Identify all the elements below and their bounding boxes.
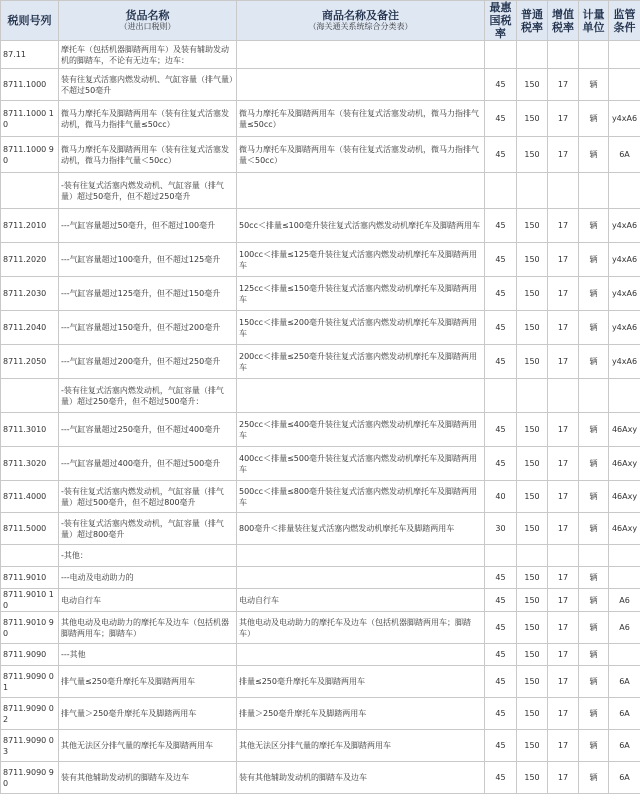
cell-desc: 其他无法区分排气量的摩托车及脚踏两用车 (237, 730, 485, 762)
cell-cond: y4xA6 (609, 243, 640, 277)
cell-code: 8711.1000 (1, 69, 59, 101)
cell-code: 8711.9090 02 (1, 698, 59, 730)
cell-cond: y4xA6 (609, 345, 640, 379)
cell-code: 87.11 (1, 41, 59, 69)
cell-desc: 排量≤250毫升摩托车及脚踏两用车 (237, 666, 485, 698)
cell-mfn: 45 (485, 137, 517, 173)
cell-desc: 500cc＜排量≤800毫升装往复式活塞内燃发动机摩托车及脚踏两用车 (237, 481, 485, 513)
cell-desc: 800毫升＜排量装往复式活塞内燃发动机摩托车及脚踏两用车 (237, 513, 485, 545)
cell-code: 8711.9010 10 (1, 589, 59, 612)
cell-general (517, 41, 548, 69)
cell-unit: 辆 (579, 311, 609, 345)
cell-unit: 辆 (579, 567, 609, 589)
cell-vat: 17 (548, 481, 579, 513)
table-row (1, 513, 640, 545)
cell-code (1, 545, 59, 567)
table-row (1, 481, 640, 513)
table-row (1, 413, 640, 447)
cell-general: 150 (517, 209, 548, 243)
cell-desc: 排量＞250毫升摩托车及脚踏两用车 (237, 698, 485, 730)
cell-mfn: 45 (485, 644, 517, 666)
cell-general: 150 (517, 612, 548, 644)
cell-cond (609, 545, 640, 567)
cell-cond: 6A (609, 698, 640, 730)
table-row (1, 698, 640, 730)
cell-cond: y4xA6 (609, 101, 640, 137)
cell-code: 8711.3020 (1, 447, 59, 481)
cell-mfn: 40 (485, 481, 517, 513)
cell-unit: 辆 (579, 762, 609, 794)
cell-name: ---气缸容量超过50毫升，但不超过100毫升 (59, 209, 237, 243)
header-mfn: 最惠国税率 (485, 1, 517, 41)
cell-mfn: 45 (485, 413, 517, 447)
cell-cond: 46Axy (609, 413, 640, 447)
header-cond: 监管条件 (609, 1, 640, 41)
cell-desc (237, 379, 485, 413)
cell-name: 其他无法区分排气量的摩托车及脚踏两用车 (59, 730, 237, 762)
cell-desc (237, 41, 485, 69)
cell-cond (609, 379, 640, 413)
cell-unit: 辆 (579, 345, 609, 379)
cell-name: ---气缸容量超过250毫升，但不超过400毫升 (59, 413, 237, 447)
cell-name: ---气缸容量超过100毫升，但不超过125毫升 (59, 243, 237, 277)
cell-code: 8711.9010 90 (1, 612, 59, 644)
cell-name: 电动自行车 (59, 589, 237, 612)
cell-mfn: 45 (485, 447, 517, 481)
cell-desc: 微马力摩托车及脚踏两用车（装有往复式活塞发动机，微马力指排气量≤50cc） (237, 101, 485, 137)
cell-general: 150 (517, 644, 548, 666)
cell-unit: 辆 (579, 209, 609, 243)
cell-general: 150 (517, 447, 548, 481)
cell-code (1, 379, 59, 413)
cell-vat (548, 545, 579, 567)
cell-desc (237, 173, 485, 209)
cell-unit (579, 173, 609, 209)
cell-code: 8711.2010 (1, 209, 59, 243)
cell-general: 150 (517, 345, 548, 379)
cell-name: 装有往复式活塞内燃发动机、气缸容量（排气量）不超过50毫升 (59, 69, 237, 101)
cell-name: -其他： (59, 545, 237, 567)
cell-mfn: 45 (485, 730, 517, 762)
cell-cond (609, 567, 640, 589)
cell-vat: 17 (548, 730, 579, 762)
cell-mfn: 45 (485, 612, 517, 644)
cell-vat: 17 (548, 612, 579, 644)
cell-mfn: 45 (485, 101, 517, 137)
cell-general: 150 (517, 513, 548, 545)
cell-unit: 辆 (579, 612, 609, 644)
cell-cond (609, 41, 640, 69)
cell-general: 150 (517, 730, 548, 762)
cell-unit: 辆 (579, 277, 609, 311)
cell-unit: 辆 (579, 698, 609, 730)
cell-name: 其他电动及电动助力的摩托车及边车（包括机器脚踏两用车；脚踏车） (59, 612, 237, 644)
header-row (1, 1, 640, 41)
cell-vat: 17 (548, 762, 579, 794)
cell-mfn: 45 (485, 209, 517, 243)
cell-desc: 125cc＜排量≤150毫升装往复式活塞内燃发动机摩托车及脚踏两用车 (237, 277, 485, 311)
cell-cond: 46Axy (609, 513, 640, 545)
cell-code (1, 173, 59, 209)
cell-mfn: 45 (485, 243, 517, 277)
cell-mfn: 45 (485, 762, 517, 794)
table-row (1, 101, 640, 137)
cell-cond: y4xA6 (609, 209, 640, 243)
table-body (1, 41, 640, 794)
header-name: 货品名称 （进出口税则） (59, 1, 237, 41)
cell-vat: 17 (548, 698, 579, 730)
table-row (1, 243, 640, 277)
cell-mfn: 45 (485, 277, 517, 311)
cell-mfn: 30 (485, 513, 517, 545)
cell-desc: 100cc＜排量≤125毫升装往复式活塞内燃发动机摩托车及脚踏两用车 (237, 243, 485, 277)
cell-general: 150 (517, 762, 548, 794)
cell-mfn: 45 (485, 666, 517, 698)
cell-desc: 电动自行车 (237, 589, 485, 612)
cell-vat (548, 379, 579, 413)
header-desc: 商品名称及备注 （海关通关系统综合分类表） (237, 1, 485, 41)
table-row (1, 345, 640, 379)
cell-code: 8711.9010 (1, 567, 59, 589)
cell-code: 8711.9090 90 (1, 762, 59, 794)
cell-vat (548, 41, 579, 69)
cell-name: ---气缸容量超过150毫升，但不超过200毫升 (59, 311, 237, 345)
table-row (1, 311, 640, 345)
cell-general: 150 (517, 481, 548, 513)
cell-name: ---电动及电动助力的 (59, 567, 237, 589)
cell-mfn: 45 (485, 345, 517, 379)
cell-general: 150 (517, 666, 548, 698)
cell-name: 微马力摩托车及脚踏两用车（装有往复式活塞发动机，微马力指排气量≤50cc） (59, 101, 237, 137)
cell-cond: 6A (609, 730, 640, 762)
table-row (1, 612, 640, 644)
table-row (1, 209, 640, 243)
cell-name: 微马力摩托车及脚踏两用车（装有往复式活塞发动机，微马力指排气量＜50cc） (59, 137, 237, 173)
cell-cond: A6 (609, 589, 640, 612)
table-row (1, 41, 640, 69)
cell-desc: 装有其他辅助发动机的脚踏车及边车 (237, 762, 485, 794)
cell-cond (609, 173, 640, 209)
cell-unit: 辆 (579, 69, 609, 101)
cell-unit: 辆 (579, 243, 609, 277)
header-code: 税则号列 (1, 1, 59, 41)
cell-vat: 17 (548, 447, 579, 481)
cell-desc: 200cc＜排量≤250毫升装往复式活塞内燃发动机摩托车及脚踏两用车 (237, 345, 485, 379)
cell-code: 8711.2050 (1, 345, 59, 379)
cell-name: -装有往复式活塞内燃发动机，气缸容量（排气量）超过500毫升，但不超过800毫升 (59, 481, 237, 513)
cell-vat: 17 (548, 243, 579, 277)
cell-cond: y4xA6 (609, 311, 640, 345)
cell-name: -装有往复式活塞内燃发动机、气缸容量（排气量）超过50毫升，但不超过250毫升 (59, 173, 237, 209)
cell-unit (579, 41, 609, 69)
cell-code: 8711.2030 (1, 277, 59, 311)
cell-name: 排气量≤250毫升摩托车及脚踏两用车 (59, 666, 237, 698)
cell-general: 150 (517, 413, 548, 447)
cell-vat (548, 173, 579, 209)
table-row (1, 567, 640, 589)
cell-desc: 150cc＜排量≤200毫升装往复式活塞内燃发动机摩托车及脚踏两用车 (237, 311, 485, 345)
cell-general: 150 (517, 69, 548, 101)
cell-name: ---气缸容量超过125毫升，但不超过150毫升 (59, 277, 237, 311)
header-general: 普通税率 (517, 1, 548, 41)
cell-mfn: 45 (485, 69, 517, 101)
cell-cond: 46Axy (609, 481, 640, 513)
cell-desc: 其他电动及电动助力的摩托车及边车（包括机器脚踏两用车；脚踏车） (237, 612, 485, 644)
cell-vat: 17 (548, 666, 579, 698)
cell-general (517, 545, 548, 567)
cell-vat: 17 (548, 589, 579, 612)
cell-vat: 17 (548, 209, 579, 243)
cell-mfn: 45 (485, 589, 517, 612)
cell-mfn (485, 545, 517, 567)
cell-cond: A6 (609, 612, 640, 644)
cell-cond: y4xA6 (609, 277, 640, 311)
cell-code: 8711.9090 (1, 644, 59, 666)
header-unit: 计量单位 (579, 1, 609, 41)
cell-code: 8711.1000 10 (1, 101, 59, 137)
cell-cond (609, 69, 640, 101)
cell-cond (609, 644, 640, 666)
cell-mfn (485, 41, 517, 69)
cell-unit: 辆 (579, 513, 609, 545)
table-row (1, 762, 640, 794)
cell-desc: 250cc＜排量≤400毫升装往复式活塞内燃发动机摩托车及脚踏两用车 (237, 413, 485, 447)
table-row (1, 545, 640, 567)
cell-unit: 辆 (579, 589, 609, 612)
cell-code: 8711.1000 90 (1, 137, 59, 173)
cell-unit: 辆 (579, 644, 609, 666)
table-row (1, 730, 640, 762)
cell-general: 150 (517, 137, 548, 173)
cell-unit: 辆 (579, 137, 609, 173)
cell-general (517, 173, 548, 209)
cell-name: -装有往复式活塞内燃发动机，气缸容量（排气量）超过800毫升 (59, 513, 237, 545)
cell-desc: 400cc＜排量≤500毫升装往复式活塞内燃发动机摩托车及脚踏两用车 (237, 447, 485, 481)
cell-mfn: 45 (485, 311, 517, 345)
cell-general (517, 379, 548, 413)
cell-desc (237, 567, 485, 589)
cell-mfn: 45 (485, 567, 517, 589)
cell-code: 8711.9090 03 (1, 730, 59, 762)
cell-code: 8711.9090 01 (1, 666, 59, 698)
cell-cond: 6A (609, 762, 640, 794)
table-row (1, 589, 640, 612)
cell-cond: 6A (609, 666, 640, 698)
cell-name: ---气缸容量超过200毫升，但不超过250毫升 (59, 345, 237, 379)
cell-general: 150 (517, 698, 548, 730)
cell-vat: 17 (548, 345, 579, 379)
cell-general: 150 (517, 101, 548, 137)
cell-mfn (485, 379, 517, 413)
cell-general: 150 (517, 311, 548, 345)
cell-mfn: 45 (485, 698, 517, 730)
cell-code: 8711.2040 (1, 311, 59, 345)
table-row (1, 69, 640, 101)
cell-vat: 17 (548, 101, 579, 137)
cell-unit: 辆 (579, 101, 609, 137)
cell-vat: 17 (548, 567, 579, 589)
cell-mfn (485, 173, 517, 209)
cell-name: ---气缸容量超过400毫升，但不超过500毫升 (59, 447, 237, 481)
cell-name: 摩托车（包括机器脚踏两用车）及装有辅助发动机的脚踏车，不论有无边车；边车： (59, 41, 237, 69)
table-row (1, 379, 640, 413)
header-vat: 增值税率 (548, 1, 579, 41)
table-row (1, 277, 640, 311)
cell-general: 150 (517, 589, 548, 612)
cell-code: 8711.2020 (1, 243, 59, 277)
cell-desc (237, 545, 485, 567)
cell-general: 150 (517, 243, 548, 277)
cell-general: 150 (517, 567, 548, 589)
cell-name: 排气量＞250毫升摩托车及脚踏两用车 (59, 698, 237, 730)
cell-desc (237, 69, 485, 101)
cell-vat: 17 (548, 413, 579, 447)
cell-vat: 17 (548, 311, 579, 345)
cell-desc (237, 644, 485, 666)
cell-vat: 17 (548, 644, 579, 666)
cell-unit: 辆 (579, 730, 609, 762)
table-row (1, 173, 640, 209)
cell-unit: 辆 (579, 666, 609, 698)
cell-vat: 17 (548, 69, 579, 101)
table-row (1, 137, 640, 173)
cell-vat: 17 (548, 277, 579, 311)
cell-name: ---其他 (59, 644, 237, 666)
cell-general: 150 (517, 277, 548, 311)
cell-name: 装有其他辅助发动机的脚踏车及边车 (59, 762, 237, 794)
cell-desc: 50cc＜排量≤100毫升装往复式活塞内燃发动机摩托车及脚踏两用车 (237, 209, 485, 243)
cell-unit: 辆 (579, 481, 609, 513)
cell-cond: 6A (609, 137, 640, 173)
cell-code: 8711.3010 (1, 413, 59, 447)
cell-cond: 46Axy (609, 447, 640, 481)
cell-code: 8711.4000 (1, 481, 59, 513)
cell-unit (579, 545, 609, 567)
table-row (1, 644, 640, 666)
cell-unit: 辆 (579, 447, 609, 481)
cell-vat: 17 (548, 513, 579, 545)
header-desc-sub: （海关通关系统综合分类表） (308, 22, 413, 31)
cell-vat: 17 (548, 137, 579, 173)
cell-desc: 微马力摩托车及脚踏两用车（装有往复式活塞发动机，微马力指排气量＜50cc） (237, 137, 485, 173)
cell-unit: 辆 (579, 413, 609, 447)
table-row (1, 447, 640, 481)
table-row (1, 666, 640, 698)
cell-name: -装有往复式活塞内燃发动机，气缸容量（排气量）超过250毫升，但不超过500毫升： (59, 379, 237, 413)
cell-unit (579, 379, 609, 413)
header-name-sub: （进出口税则） (119, 22, 176, 31)
cell-code: 8711.5000 (1, 513, 59, 545)
